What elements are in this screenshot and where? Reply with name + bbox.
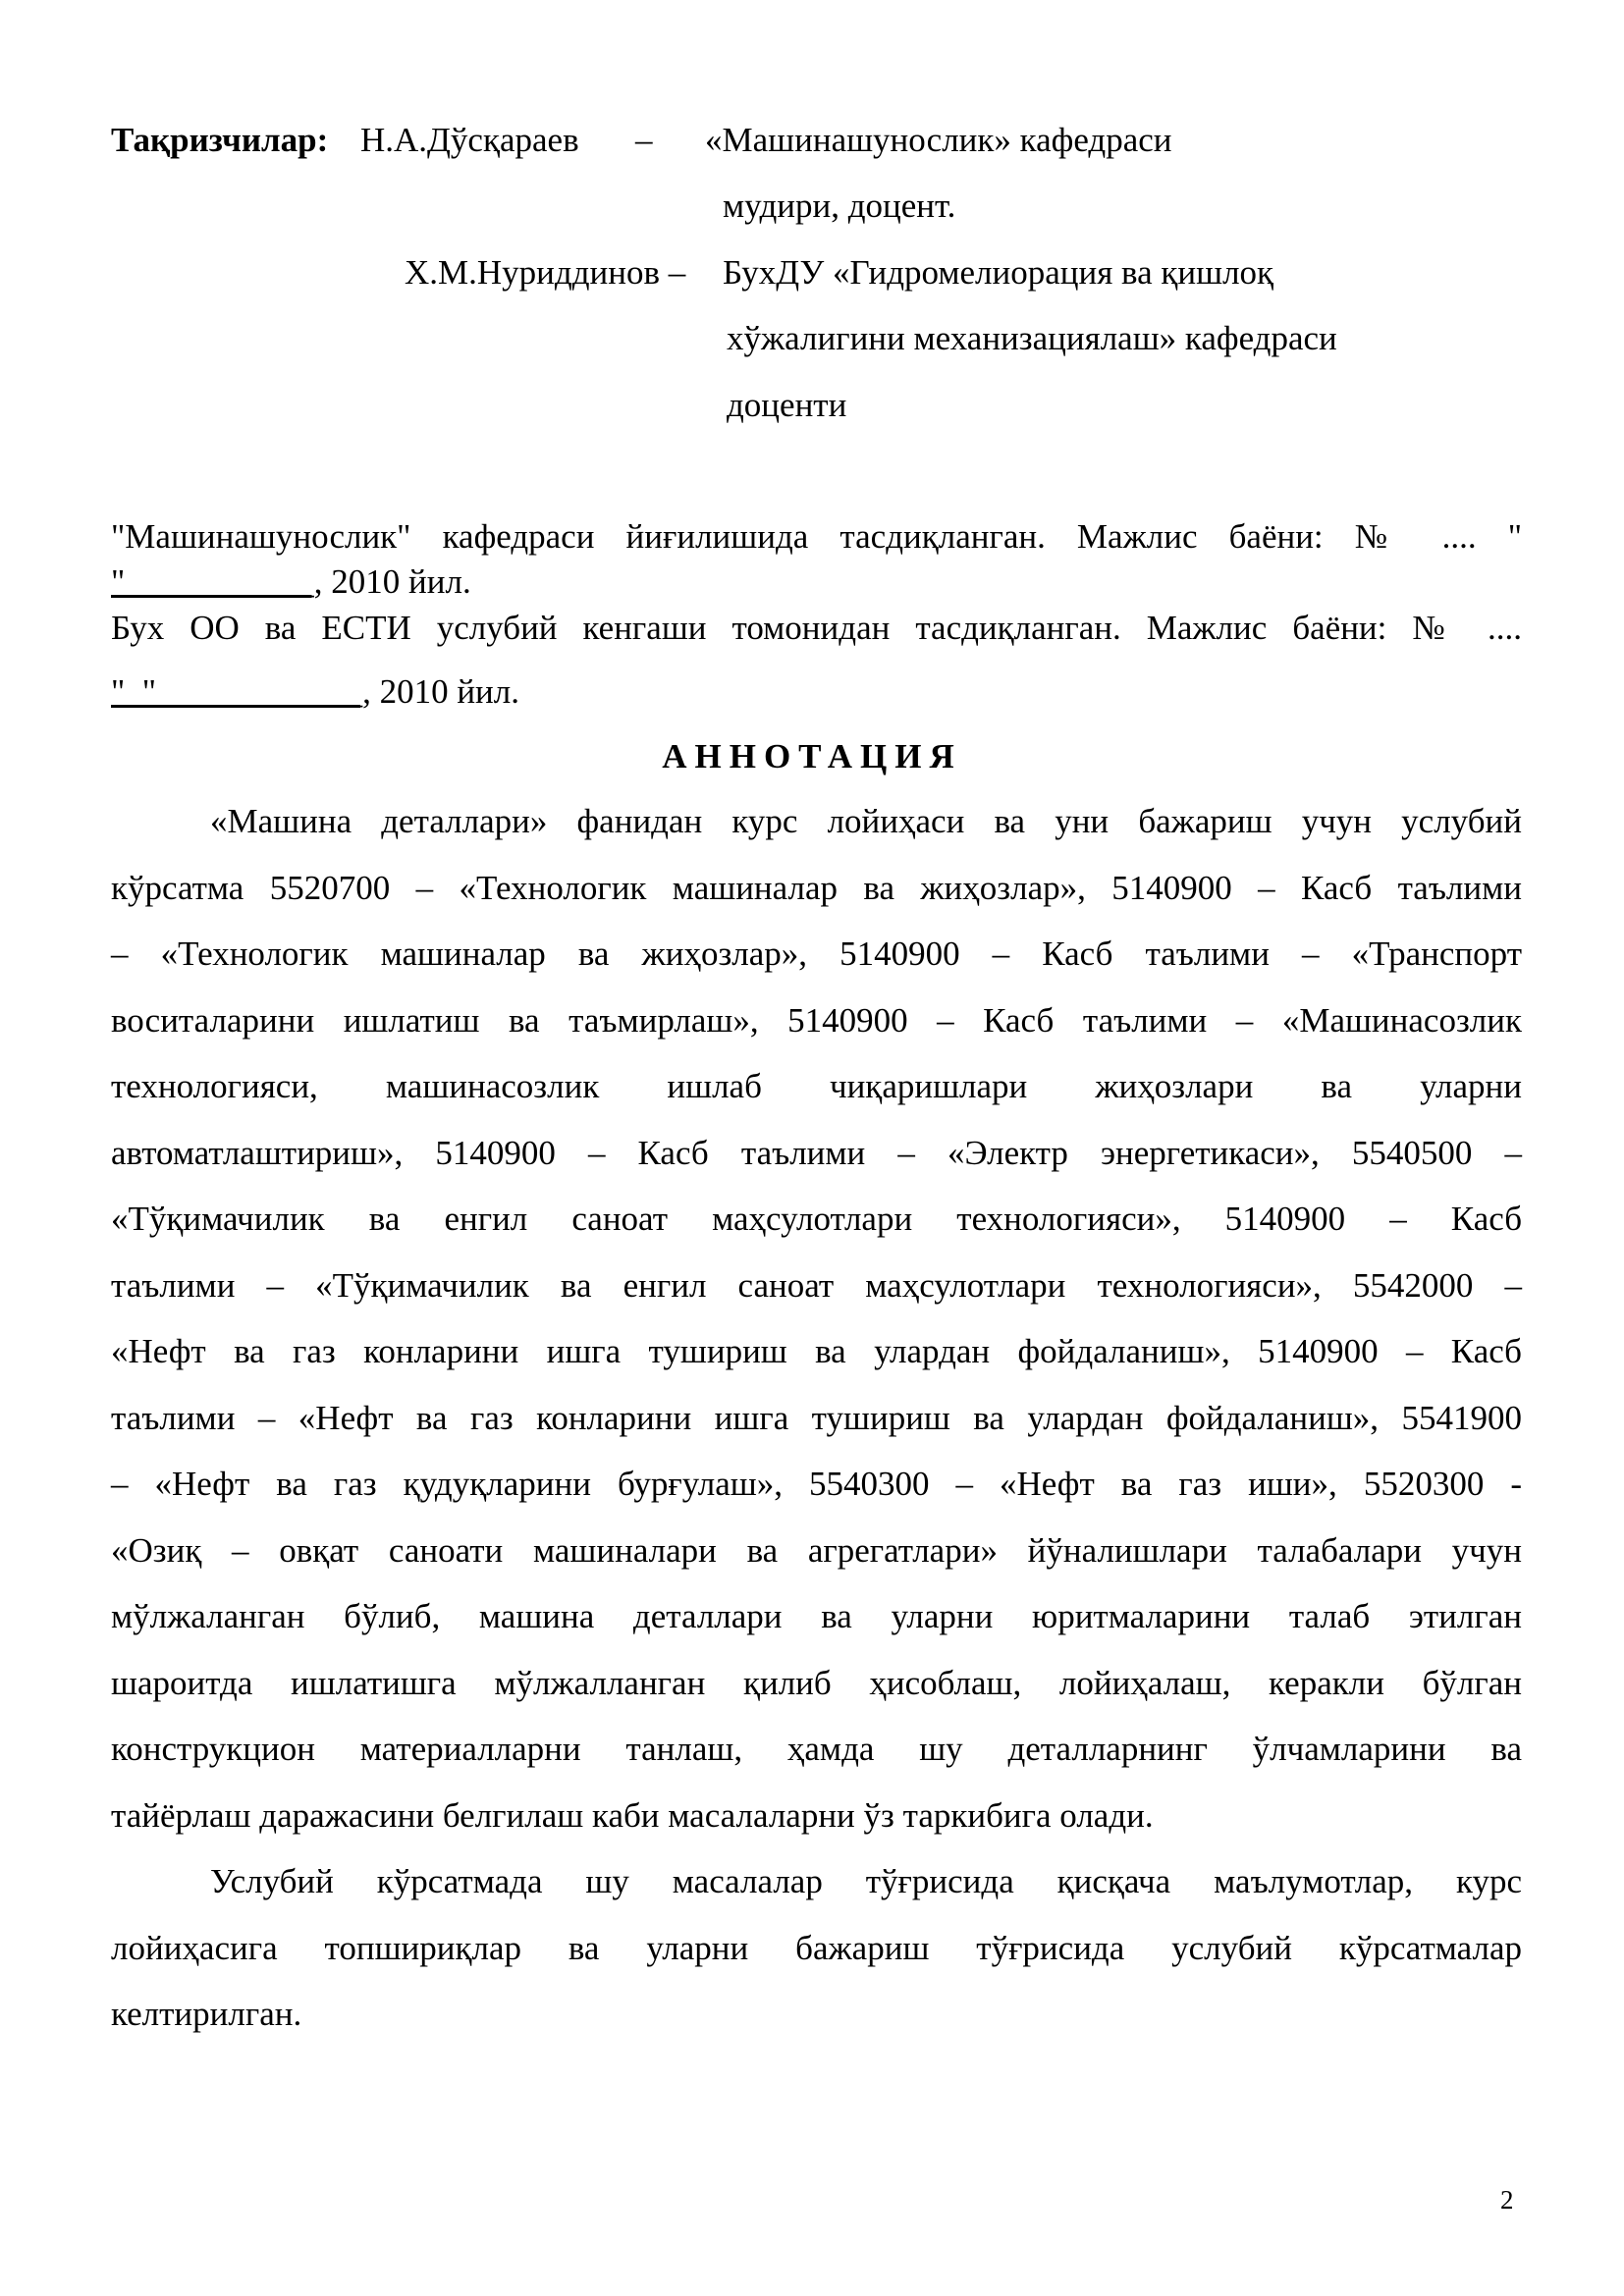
reviewers-label: Тақризчилар: [111,121,329,159]
reviewer-2-position-line-3: доценти [727,386,847,424]
paragraph-line: кўрсатма 5520700 – «Технологик машиналар ва жиҳозлар», 5140900 – Касб таълими [111,869,1522,907]
paragraph-line: тайёрлаш даражасини белгилаш каби масалаларни ўз таркибига олади. [111,1796,1154,1835]
paragraph-line: автоматлаштириш», 5140900 – Касб таълими – «Электр энергетикаси», 5540500 – [111,1134,1522,1172]
paragraph-line: технологияси, машинасозлик ишлаб чиқаришлари жиҳозлари ва уларни [111,1067,1522,1105]
paragraph-line: «Озиқ – овқат саноати машиналари ва агрегатлари» йўналишлари талабалари учун [111,1531,1522,1570]
approval-1-text: "Машинашунослик" кафедраси йиғилишида тасдиқланган. Мажлис баёни: № .... " [111,517,1522,556]
annotation-heading: АННОТАЦИЯ [662,737,962,775]
paragraph-line: келтирилган. [111,1995,302,2033]
paragraph-line: – «Нефт ва газ қудуқларини бурғулаш», 5540300 – «Нефт ва газ иши», 5520300 - [111,1465,1522,1503]
page-number: 2 [1500,2185,1514,2215]
approval-1-line-2 [111,561,1522,604]
approval-2-text: Бух ОО ва ЕСТИ услубий кенгаши томонидан тасдиқланган. Мажлис баёни: № .... [111,609,1522,647]
approval-2-date-blank: "_"____________, [111,672,371,711]
paragraph-line: мўлжаланган бўлиб, машина деталлари ва уларни юритмаларини талаб этилган [111,1597,1522,1635]
paragraph-line: Услубий кўрсатмада шу масалалар тўғрисида қисқача маълумотлар, курс [210,1862,1522,1900]
reviewer-2-position-line-1: БухДУ «Гидромелиорация ва қишлоқ [723,253,1274,292]
reviewer-2-position-line-2: хўжалигини механизациялаш» кафедраси [727,319,1337,357]
paragraph-line: «Машина деталлари» фанидан курс лойиҳаси ва уни бажариш учун услубий [210,802,1522,840]
approval-2-year: 2010 йил. [379,672,520,711]
paragraph-line: «Нефт ва газ конларини ишга тушириш ва улардан фойдаланиш», 5140900 – Касб [111,1332,1522,1370]
approval-2-line-2 [111,670,1522,714]
reviewer-1-dash: – [635,121,653,159]
paragraph-line: таълими – «Тўқимачилик ва енгил саноат маҳсулотлари технологияси», 5542000 – [111,1266,1522,1305]
approval-1-date-blank: "___________, [111,562,323,601]
reviewer-1-position-line-2: мудири, доцент. [723,187,956,225]
paragraph-line: шароитда ишлатишга мўлжалланган қилиб ҳисоблаш, лойиҳалаш, керакли бўлган [111,1664,1522,1702]
approval-1-year: 2010 йил. [331,562,471,601]
approval-2-line-1 [111,607,1522,650]
paragraph-line: лойиҳасига топшириқлар ва уларни бажариш тўғрисида услубий кўрсатмалар [111,1929,1522,1967]
paragraph-line: «Тўқимачилик ва енгил саноат маҳсулотлари технологияси», 5140900 – Касб [111,1200,1522,1238]
paragraph-line: конструкцион материалларни танлаш, ҳамда шу деталларнинг ўлчамларини ва [111,1730,1522,1768]
reviewer-2-name: Х.М.Нуриддинов – [405,253,686,292]
paragraph-line: – «Технологик машиналар ва жиҳозлар», 5140900 – Касб таълими – «Транспорт [111,934,1522,973]
reviewer-1-name: Н.А.Дўсқараев [360,121,579,159]
reviewer-1-position-line-1: «Машинашунослик» кафедраси [705,121,1172,159]
paragraph-line: таълими – «Нефт ва газ конларини ишга тушириш ва улардан фойдаланиш», 5541900 [111,1399,1522,1437]
paragraph-line: воситаларини ишлатиш ва таъмирлаш», 5140900 – Касб таълими – «Машинасозлик [111,1001,1522,1040]
approval-1-line-1 [111,515,1522,559]
